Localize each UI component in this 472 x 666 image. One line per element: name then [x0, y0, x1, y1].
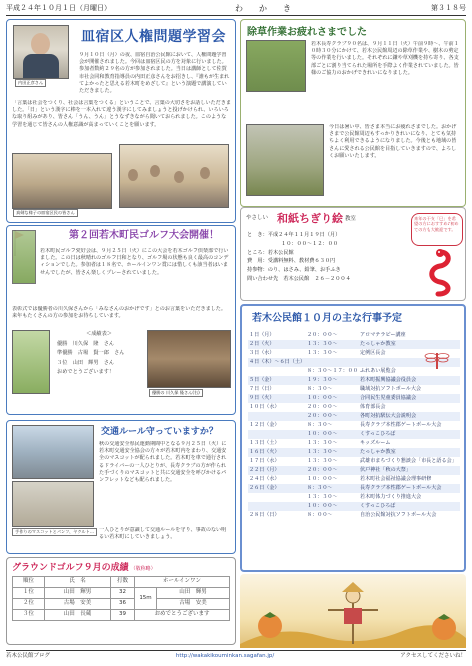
- schedule-event: 伏戸神社「秋の大祭」: [359, 466, 460, 475]
- schedule-event: 各町対抗駅伝大会説明会: [359, 412, 460, 421]
- washi-time: １０：００～１２：００: [281, 240, 339, 247]
- washi-items-label: 持参物: [247, 267, 263, 274]
- issue-number: 第３１８号: [431, 4, 466, 13]
- washi-title-suffix: 教室: [345, 216, 357, 222]
- result-row-3: ３位 山田 輝男 さん: [57, 359, 115, 366]
- schedule-time: ２０：００～: [306, 466, 359, 475]
- schedule-row: [248, 412, 460, 421]
- schedule-event: たっしゃか教室: [359, 448, 460, 457]
- schedule-event: 定例区長会: [360, 350, 386, 357]
- result-row-2: 準優勝 古場 賢一郎 さん: [57, 350, 125, 356]
- audience-caption: 真剣な様子の皿宿区民の皆さん: [13, 209, 78, 217]
- weeding-body-continued: 今日は暑い中、皆さま本当にお疲れさまでした。おかげさまで公民館周辺もすっかりきれいになり、とても気持ちよく利用できるようになりました。今後とも地域の皆さんに愛される公民館を目指していきますので、よろしくお願いいたします。: [329, 124, 457, 159]
- traffic-title: 交通ルール守っていますか？: [101, 427, 218, 437]
- schedule-row: [248, 340, 460, 349]
- ground-golf-table: [12, 576, 230, 621]
- winner-photo: [147, 330, 231, 388]
- issue-date: 平成２４年１０月１日（月曜日）: [6, 4, 111, 13]
- schedule-event: 職域対抗ソフトボール大会: [360, 386, 422, 393]
- audience-photo: [119, 144, 229, 208]
- schedule-time: ８：３０～: [306, 484, 359, 493]
- washi-place-label: ところ: [247, 249, 263, 256]
- winner-caption: 優勝の 川久保 隆さん(右): [149, 389, 203, 397]
- washi-contact: 若木公民館 ２６－２００４: [283, 275, 351, 282]
- ground-golf-title: グラウンドゴルフ９月の成績: [12, 563, 129, 573]
- schedule-time: ８：３０～: [307, 386, 333, 393]
- weeding-title: 除草作業お疲れさまでした: [247, 27, 367, 38]
- schedule-time: １０：００～: [307, 476, 338, 483]
- schedule-title: 若木公民館１０月の主な行事予定: [252, 313, 402, 324]
- schedule-date: １日（月）: [249, 332, 275, 339]
- schedule-row: [248, 430, 460, 439]
- weeding-body: 若木長寿クラブ９０名は、９月１１日（火）午前９時～、午前１０時３０分にかけて、若木公民館周辺の除草作業や、樹木の剪定等の作業を行いました。それぞれに鎌や草刈機を持ち寄り、各支部ごとに割り当てられた場所を手際よく作業されていました。皆様のご協力のおかげできれいになりました。: [311, 41, 459, 76]
- schedule-row: [248, 394, 460, 403]
- schedule-time: １０：００～: [306, 502, 359, 511]
- schedule-time: １９：３０～: [306, 376, 359, 385]
- lecture-body-continued: 「言葉は社会をつくり、社会は言葉をつくる」ということで、言葉の大切さをお話しいただきました。「日」という漢字に棒を一本入れて違う漢字にしてみましょうと投げかけられ、いろいろな取り組みがあり、皆さん「うん、うん」とうなずきながら聞いておられました。このような学習を通じて皆さんの人権意識が高まっていくことを願います。: [12, 100, 231, 128]
- autumn-illustration: [240, 574, 466, 648]
- schedule-time: １３：３０～: [307, 350, 338, 357]
- table-header-row: 順位 氏 名 打数 ホールインワン: [13, 577, 230, 588]
- washi-speech-bubble: 来年の干支「巳」を希望の方におすすめ♪初めての方も大歓迎です。: [411, 213, 463, 246]
- schedule-event: 合同民生児童委員協議会: [359, 394, 460, 403]
- table-row: ２位 古場 安美 36 古場 安美: [13, 599, 230, 610]
- schedule-row: [248, 439, 460, 448]
- blog-url[interactable]: http://wakakikouminkan.sagafan.jp/: [175, 653, 275, 660]
- schedule-date: ７日（日）: [249, 386, 275, 393]
- schedule-date: ２８日（日）: [249, 512, 280, 519]
- ground-golf-subtitle: （敬称略）: [130, 566, 156, 572]
- golf-action-photo: [12, 330, 50, 394]
- washi-place: 若木公民館: [267, 249, 294, 256]
- lecturer-photo: [13, 25, 69, 79]
- schedule-row: [248, 466, 460, 475]
- schedule-time: ２０：００～: [306, 412, 359, 421]
- schedule-event: ふれあい展覧会: [360, 368, 396, 375]
- schedule-time: ２０：００～: [307, 404, 338, 411]
- lecture-section: [6, 19, 236, 223]
- newsletter-title: わかき: [235, 3, 307, 13]
- schedule-event: くすっこひろば: [359, 430, 460, 439]
- schedule-time: １３：３０～: [306, 340, 359, 349]
- schedule-row: [248, 511, 460, 520]
- schedule-date: １２日（金）: [249, 422, 280, 429]
- schedule-time: ８：３０～: [307, 422, 333, 429]
- schedule-event: 若木町振興協議会役員会: [359, 376, 460, 385]
- results-title: ＜成績表＞: [86, 331, 112, 337]
- blog-label: 若木公民館ブログ: [6, 653, 51, 660]
- schedule-event: キッズルーム: [360, 440, 391, 447]
- schedule-time: １３：３０～: [307, 440, 338, 447]
- lecture-title: 皿宿区人権問題学習会: [81, 29, 226, 45]
- washi-fee: 受講料無料、教材費６３０円: [267, 258, 336, 265]
- schedule-row: [248, 376, 460, 385]
- schedule-date: ２６日（金）: [248, 484, 306, 493]
- access-message: アクセスしてくださいね！: [400, 653, 466, 660]
- schedule-event: 体育部長会: [360, 404, 386, 411]
- table-row: １位 山田 輝男 32 15m 山田 輝男: [13, 588, 230, 599]
- washi-date: 平成２４年１１月１９日（月）: [267, 232, 341, 238]
- dragonfly-icon: [424, 350, 450, 370]
- persimmon-icon: [428, 610, 460, 642]
- schedule-date: [248, 493, 306, 502]
- person-icon: [31, 33, 50, 55]
- result-row-1: 優勝 川久保 隆 さん: [57, 340, 115, 347]
- schedule-time: １３：３０～: [307, 494, 338, 501]
- schedule-date: １７日（水）: [249, 458, 280, 465]
- schedule-row: [248, 403, 460, 412]
- page-footer: [6, 650, 466, 663]
- schedule-date: [248, 430, 306, 439]
- golf-results: [57, 330, 141, 378]
- page-header: [6, 3, 466, 16]
- schedule-time: ８：００～: [307, 512, 333, 519]
- washi-title: 和紙ちぎり絵: [277, 212, 343, 225]
- traffic-section: [6, 420, 236, 554]
- schedule-row: [248, 457, 460, 466]
- schedule-date: ９日（火）: [248, 394, 306, 403]
- golf-meet-body-continued: 表彰式では優勝者の川久保さんから「みなさんのおかげです」とのお言葉をいただきました。来年もたくさんの方の参加をお待ちしています。: [12, 306, 226, 320]
- golf-meet-title: 第２回若木町民ゴルフ大会開催！: [69, 230, 219, 241]
- schedule-row: [248, 493, 460, 502]
- schedule-row: [248, 385, 460, 394]
- hio-distance: 15m: [135, 588, 157, 610]
- schedule-time: １３：３０～: [306, 448, 359, 457]
- washi-fee-label: 費 用: [247, 258, 263, 265]
- schedule-event: 若木町体力づくり推進大会: [360, 494, 422, 501]
- schedule-event: 自治公民館対抗ソフトボール大会: [360, 512, 437, 519]
- lecturer-caption: 内田正彦さん: [15, 79, 46, 87]
- schedule-date: ３日（水）: [249, 350, 275, 357]
- lecture-body: ９月１０日（月）の夜、皿宿自治公民館において、人権問題学習会が開催されました。今回は皿宿区民の方を対象に行いました。参加者数約２９名の方が参加されました。当日は講師として佐賀市社会同和教育指導員の内田正彦さんをお招きし、『誰もが生まれてよかったと思える若木町をめざして』という演題で講演していただきました。: [79, 52, 230, 95]
- weeding-photo-2: [246, 124, 324, 196]
- schedule-time: [306, 358, 359, 367]
- schedule-date: １３日（土）: [249, 440, 280, 447]
- golf-meet-body: 若木町民ゴルフ愛好会は、９月２５日（火）にこの大会を若木ゴルフ倶楽部で行いました。この日は秋晴れのゴルフ日和となり、ゴルフ場の状態も良く最高のコンディションでした。参加者は１８名で、ホールインワン賞には惜しくも該当者はいませんでしたが、皆さん楽しくプレーされていました。: [40, 248, 229, 276]
- schedule-event: 武雄市まちづくり懇談会「市長と語る会」: [360, 458, 457, 465]
- ground-golf-section: [6, 557, 236, 645]
- traffic-body: 秋の交通安全県民運動期間中となる９月２５日（火）に若木町交通安全協会の方々が若木町内をまわり、交通安全のマスコットが配られました。若木町を車で通行されるドライバーの一人ひとりが、長寿クラブの方が作られた手づくりのマスコットと共に交通安全を呼びかけるパンフレットなども配られました。: [99, 441, 227, 484]
- results-congrats: おめでとうございます！: [57, 369, 115, 375]
- weeding-photo-1: [246, 40, 306, 92]
- schedule-date: [248, 412, 306, 421]
- schedule-date: [248, 367, 306, 376]
- table-row: ３位 山田 長蔵 39 おめでとうございます: [13, 610, 230, 621]
- schedule-row: [248, 475, 460, 484]
- schedule-time: １３：３０～: [307, 458, 338, 465]
- washi-contact-label: 問い合わせ先: [247, 275, 279, 282]
- audience-photo-2: [12, 153, 112, 209]
- schedule-row: [248, 448, 460, 457]
- schedule-event: 長寿クラブ本性郡ゲートボール大会: [359, 484, 460, 493]
- schedule-event: アロマテラピー講座: [360, 332, 406, 339]
- snake-icon: [421, 248, 459, 298]
- washi-items: のり、はさみ、鉛筆、お手ふき: [267, 267, 341, 274]
- washi-small-title: やさしい: [246, 215, 269, 221]
- weeding-section: [240, 19, 466, 207]
- traffic-photo-1: [12, 425, 94, 479]
- schedule-date: ５日（金）: [248, 376, 306, 385]
- traffic-body-continued: 一人ひとりが意識して交通ルールを守り、事故のない明るい若木町にしていきましょう。: [99, 527, 227, 541]
- traffic-caption: 手作りのマスコットとパンフ、ヤクルト…: [12, 528, 97, 536]
- washi-class-section: やさしい 和紙ちぎり絵 教室 と き：平成２４年１１月１９日（月） １０：００～１２：００ ところ：若木公民館 費 用：受講料無料、教材費６３０円 持参物：のり、はさみ、鉛筆、お手ふき 問い合わせ先 若木公民館 ２６－２００４ 来年の干支「巳」を希望の方におすすめ♪初めての方も大歓迎です。: [240, 207, 466, 301]
- golf-meet-section: [6, 225, 236, 415]
- schedule-row: [248, 484, 460, 493]
- schedule-event: くすっこひろば: [359, 502, 460, 511]
- schedule-event: 長寿クラブ本性郡ゲートボール大会: [360, 422, 442, 429]
- schedule-row: [248, 502, 460, 511]
- traffic-photo-2: [12, 481, 94, 527]
- schedule-date: [248, 502, 306, 511]
- schedule-section: [240, 304, 466, 572]
- schedule-date: ２２日（月）: [248, 466, 306, 475]
- schedule-row: [248, 421, 460, 430]
- golfer-photo: [12, 230, 36, 284]
- schedule-date: ２日（火）: [248, 340, 306, 349]
- schedule-time: １０：００～: [306, 394, 359, 403]
- schedule-row: [248, 331, 460, 340]
- schedule-event: 若木町社会福祉協議会理事研修: [360, 476, 432, 483]
- schedule-time: ８：３０～１７：００: [307, 368, 358, 375]
- schedule-time: １０：００～: [306, 430, 359, 439]
- schedule-date: １６日（火）: [248, 448, 306, 457]
- persimmon-icon: [254, 608, 286, 640]
- schedule-date: ４日（木）～６日（土）: [249, 359, 306, 366]
- schedule-event: たっしゃか教室: [359, 340, 460, 349]
- schedule-date: ２４日（水）: [249, 476, 280, 483]
- schedule-date: １０日（水）: [249, 404, 280, 411]
- washi-date-label: と き: [247, 232, 263, 238]
- schedule-time: ２０：００～: [307, 332, 338, 339]
